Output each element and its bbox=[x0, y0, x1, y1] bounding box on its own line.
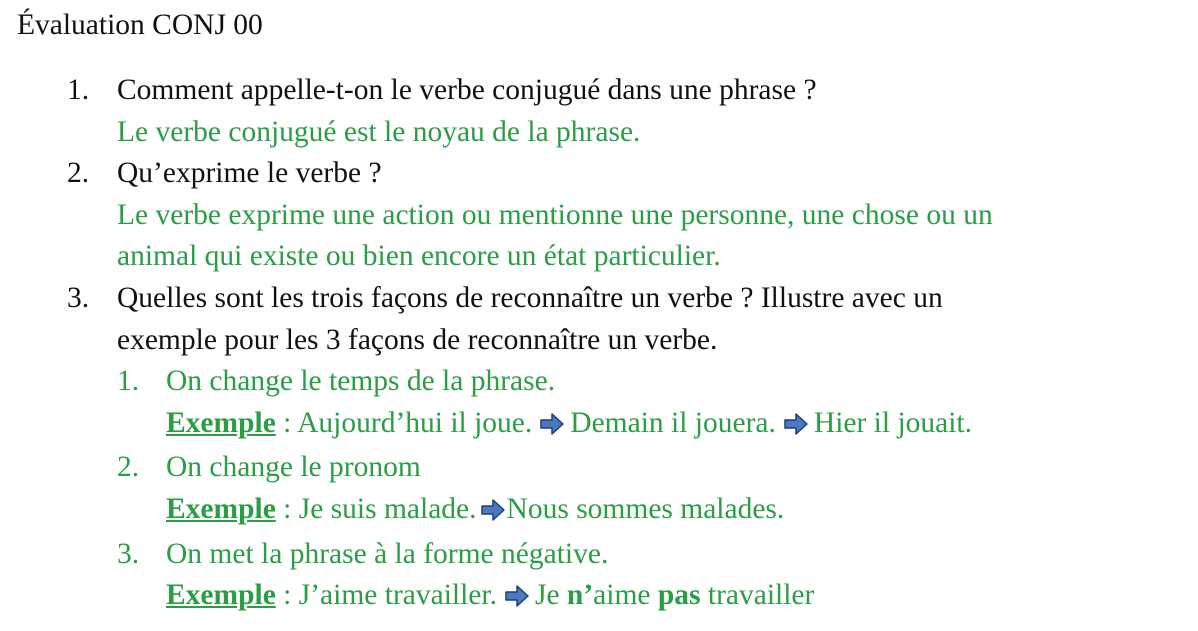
question-text: Comment appelle-t-on le verbe conjugué dans une phrase ? bbox=[117, 74, 817, 106]
right-arrow-icon bbox=[784, 406, 808, 448]
example-label: Exemple bbox=[166, 406, 276, 439]
right-arrow-icon bbox=[481, 492, 505, 534]
example-part: Hier il jouait. bbox=[813, 406, 973, 439]
question-text: Qu’exprime le verbe ? bbox=[117, 157, 382, 190]
question-text-line: exemple pour les 3 façons de reconnaître un verbe. bbox=[117, 323, 718, 356]
example-separator: : bbox=[275, 492, 299, 525]
question-number: 2. bbox=[67, 157, 90, 190]
question-1 bbox=[0, 70, 1198, 153]
way-3 bbox=[0, 534, 1198, 620]
way-text: On change le temps de la phrase. bbox=[166, 365, 556, 398]
way-number: 3. bbox=[117, 537, 140, 570]
way-1 bbox=[0, 361, 1198, 447]
way-number: 1. bbox=[117, 365, 140, 398]
negative-post: travailler bbox=[700, 579, 815, 612]
answer-line: animal qui existe ou bien encore un état particulier. bbox=[117, 240, 721, 273]
example-label: Exemple bbox=[166, 579, 276, 612]
example-part: Je suis malade. bbox=[298, 492, 477, 525]
right-arrow-icon bbox=[505, 578, 529, 620]
way-text: On met la phrase à la forme négative. bbox=[166, 537, 609, 570]
question-3 bbox=[0, 278, 1198, 361]
negative-mid: aime bbox=[593, 579, 658, 612]
example-part: Aujourd’hui il joue. bbox=[297, 406, 533, 439]
answer-line: Le verbe exprime une action ou mentionne une personne, une chose ou un bbox=[117, 198, 993, 231]
negation-pas: pas bbox=[657, 579, 701, 612]
example-line bbox=[166, 403, 1198, 448]
question-number: 1. bbox=[67, 74, 90, 106]
example-negative-sentence bbox=[535, 579, 814, 611]
question-list bbox=[0, 70, 1198, 620]
question-number: 3. bbox=[67, 281, 90, 314]
example-line bbox=[166, 575, 1198, 620]
example-separator: : bbox=[275, 406, 298, 439]
example-label: Exemple bbox=[166, 492, 276, 525]
example-part: Nous sommes malades. bbox=[506, 492, 785, 525]
page-title: Évaluation CONJ 00 bbox=[17, 9, 263, 41]
example-separator: : bbox=[275, 579, 299, 612]
question-2 bbox=[0, 153, 1198, 278]
way-text: On change le pronom bbox=[166, 451, 421, 484]
answer-line: Le verbe conjugué est le noyau de la phrase. bbox=[117, 115, 641, 148]
way-number: 2. bbox=[117, 451, 140, 484]
right-arrow-icon bbox=[540, 406, 564, 448]
example-line bbox=[166, 489, 1198, 534]
question-text-line: Quelles sont les trois façons de reconnaître un verbe ? Illustre avec un bbox=[117, 281, 943, 314]
negative-pre: Je bbox=[534, 579, 567, 612]
way-2 bbox=[0, 447, 1198, 533]
example-part: Demain il jouera. bbox=[570, 406, 776, 439]
example-part: J’aime travailler. bbox=[298, 579, 497, 612]
negation-ne: n’ bbox=[566, 579, 594, 612]
